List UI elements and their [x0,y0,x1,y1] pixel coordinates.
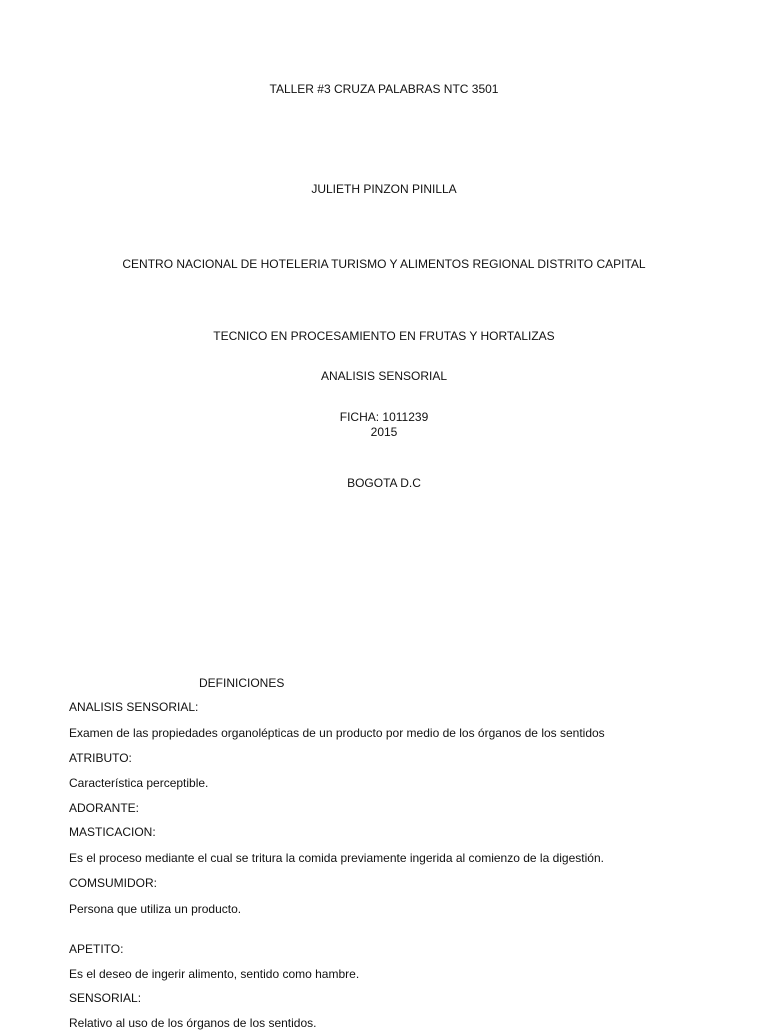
term-masticacion: MASTICACION: [69,825,156,839]
definition-sensorial: Relativo al uso de los órganos de los sentidos. [69,1016,317,1030]
definition-masticacion: Es el proceso mediante el cual se tritura la comida previamente ingerida al comienzo de la digestión. [69,851,604,865]
course-name: ANALISIS SENSORIAL [320,369,448,383]
term-comsumidor: COMSUMIDOR: [69,876,157,890]
document-title: TALLER #3 CRUZA PALABRAS NTC 3501 [269,82,499,96]
institution-name: CENTRO NACIONAL DE HOTELERIA TURISMO Y ALIMENTOS REGIONAL DISTRITO CAPITAL [122,257,646,271]
term-adorante: ADORANTE: [69,801,140,815]
ficha-number: FICHA: 1011239 [339,410,429,424]
definition-atributo: Característica perceptible. [69,776,209,790]
author-name: JULIETH PINZON PINILLA [311,182,457,196]
term-atributo: ATRIBUTO: [69,751,132,765]
term-sensorial: SENSORIAL: [69,991,142,1005]
definitions-heading: DEFINICIONES [199,676,285,690]
definition-apetito: Es el deseo de ingerir alimento, sentido como hambre. [69,967,360,981]
year: 2015 [370,425,398,439]
program-name: TECNICO EN PROCESAMIENTO EN FRUTAS Y HORTALIZAS [213,329,555,343]
definition-analisis-sensorial: Examen de las propiedades organolépticas de un producto por medio de los órganos de los sentidos [69,726,605,740]
city: BOGOTA D.C [347,476,421,490]
term-analisis-sensorial: ANALISIS SENSORIAL: [69,700,199,714]
term-apetito: APETITO: [69,942,124,956]
definition-comsumidor: Persona que utiliza un producto. [69,902,242,916]
